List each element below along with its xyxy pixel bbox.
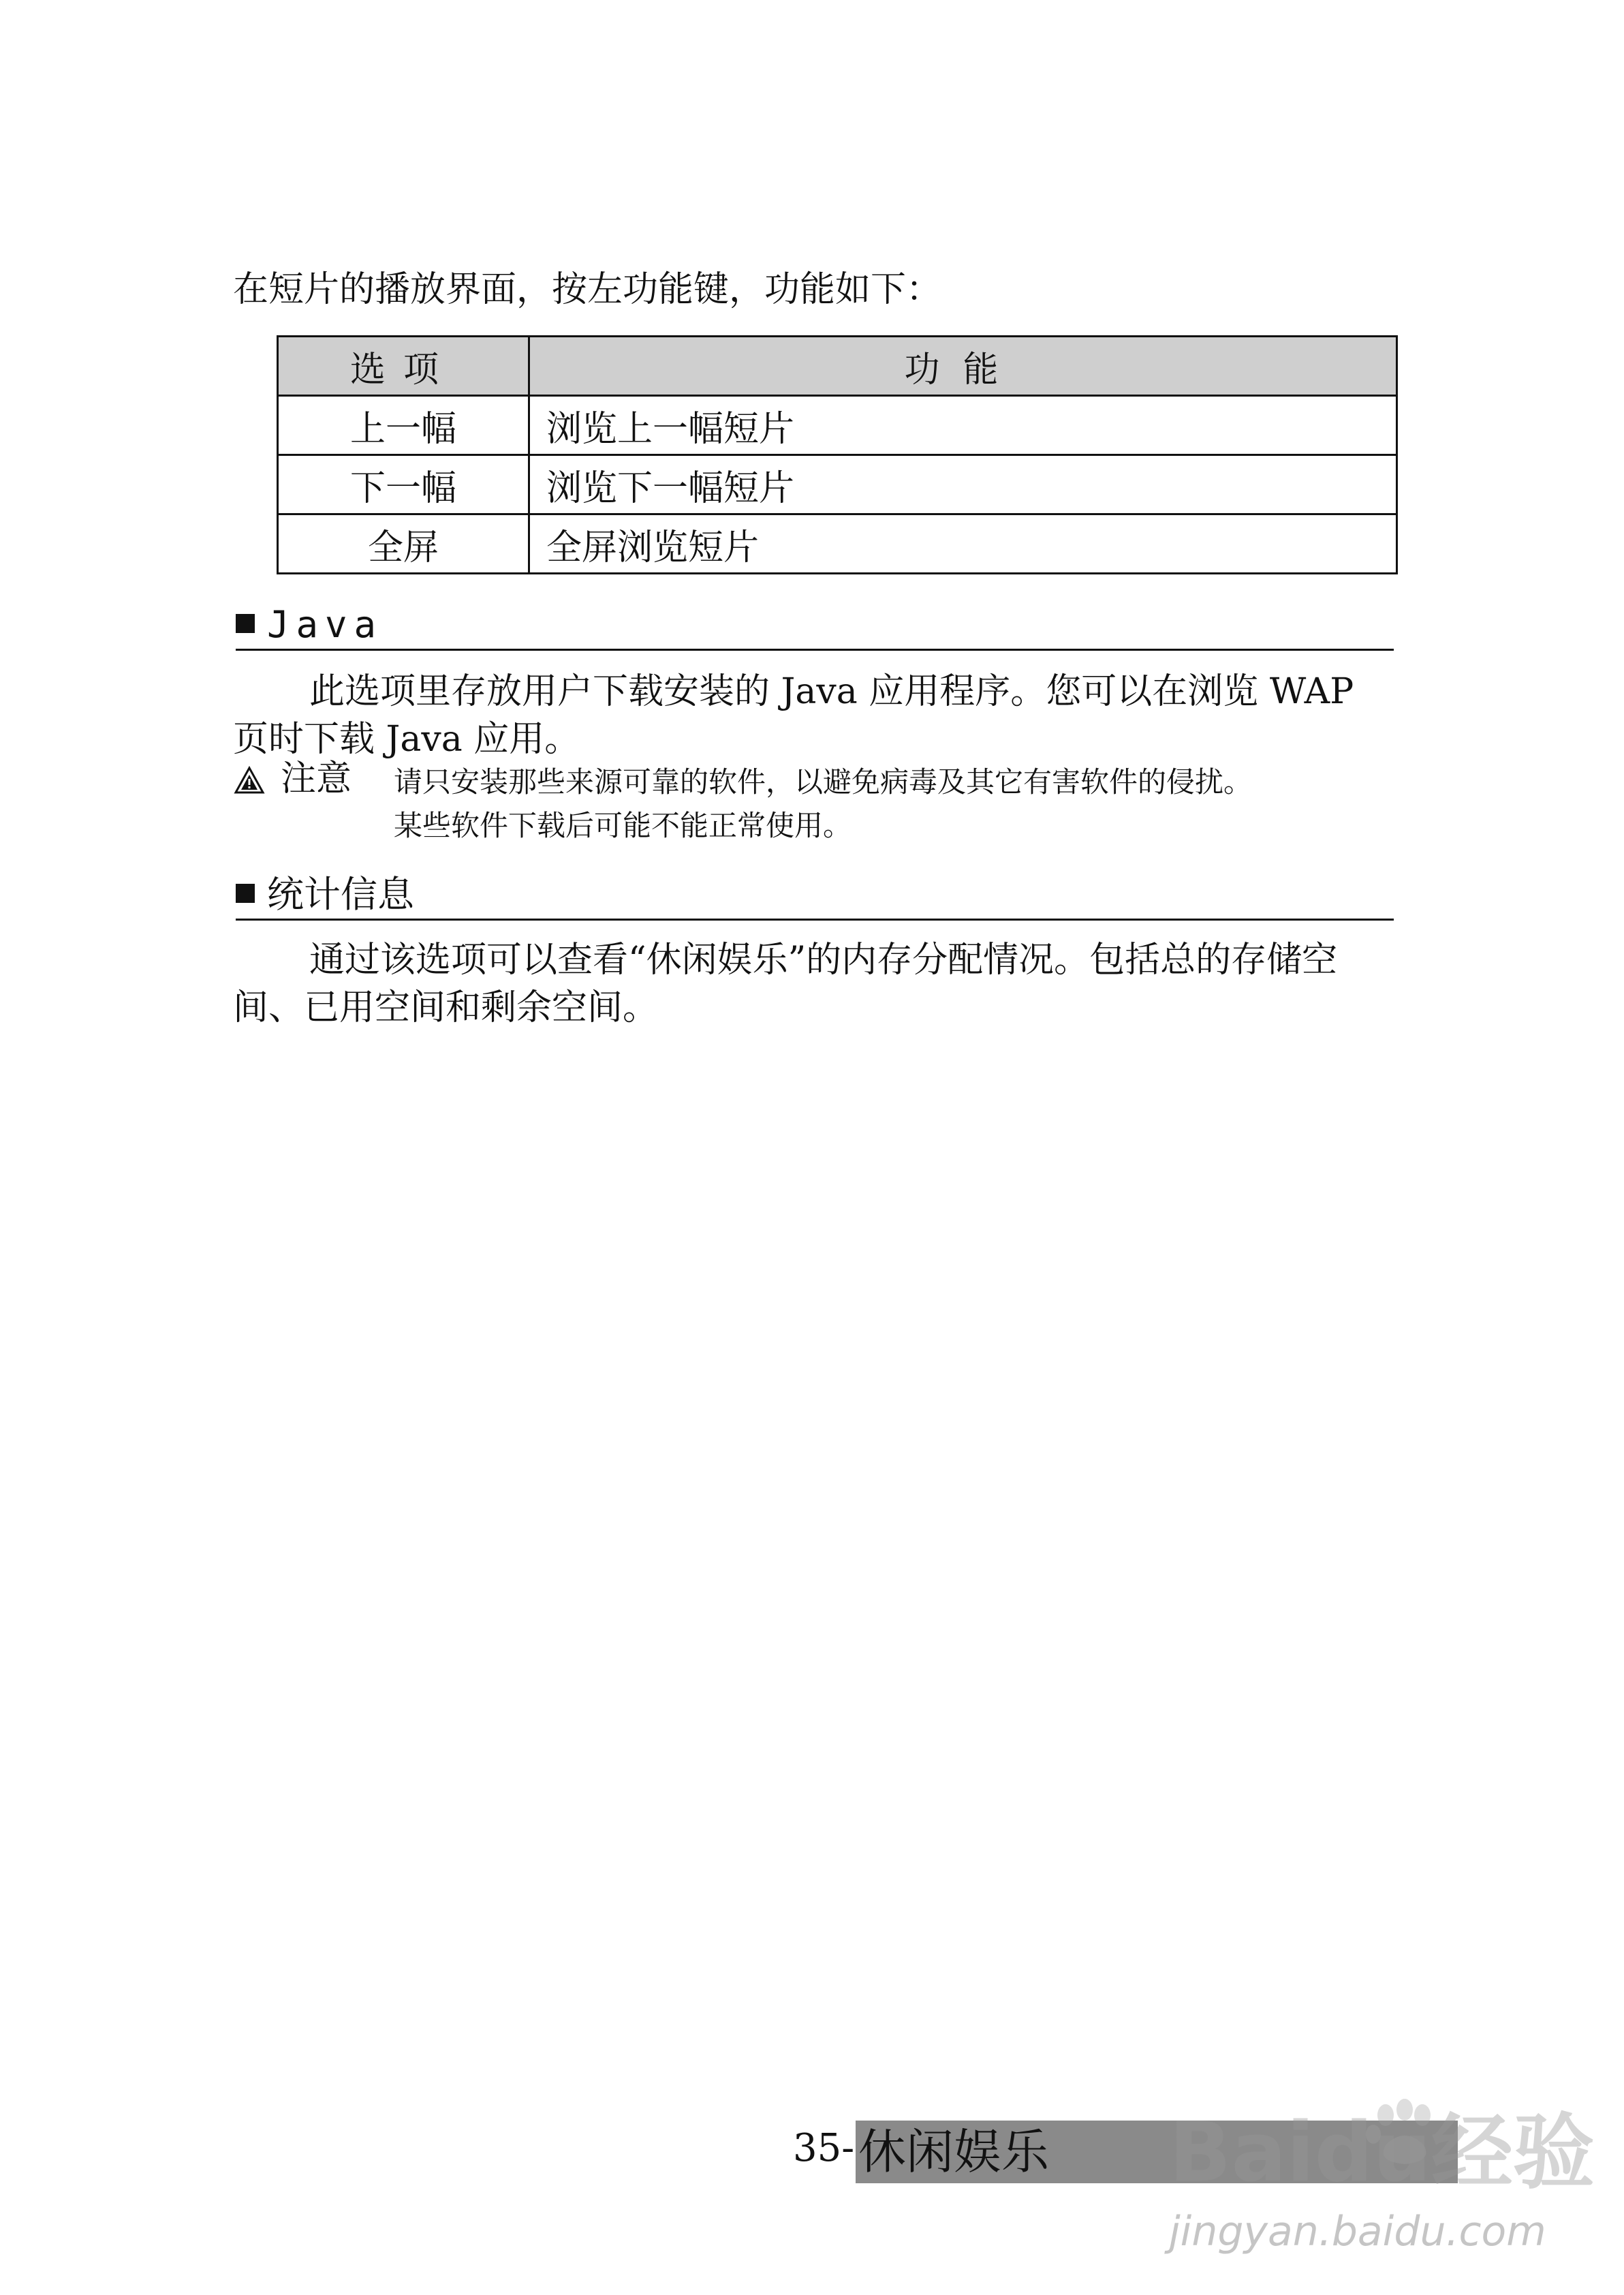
page-number: 35- bbox=[793, 2126, 855, 2170]
java-paragraph-text: 此选项里存放用户下载安装的 Java 应用程序。您可以在浏览 WAP 页时下载 Java 应用。 bbox=[233, 671, 1354, 760]
note-text bbox=[394, 760, 1252, 848]
section-stats-heading bbox=[236, 871, 1394, 921]
note-label: 注意 bbox=[281, 758, 352, 799]
intro-text: 在短片的播放界面，按左功能键，功能如下： bbox=[233, 269, 942, 310]
table-header-row bbox=[278, 337, 1397, 396]
section-stats-title: 统计信息 bbox=[267, 873, 414, 916]
table-cell-function: 浏览上一幅短片 bbox=[529, 396, 1397, 455]
warning-icon bbox=[234, 767, 264, 794]
table-cell-option: 全屏 bbox=[278, 514, 529, 574]
section-java-title: Java bbox=[267, 603, 384, 646]
stats-paragraph bbox=[233, 936, 1398, 1032]
table-row bbox=[278, 514, 1397, 574]
java-paragraph bbox=[233, 668, 1398, 763]
options-table bbox=[277, 335, 1398, 574]
square-bullet-icon bbox=[236, 884, 255, 903]
watermark-url: jingyan.baidu.com bbox=[1169, 2208, 1546, 2255]
table-header-function: 功能 bbox=[529, 337, 1397, 396]
table-row bbox=[278, 396, 1397, 455]
square-bullet-icon bbox=[236, 614, 255, 633]
table-cell-function: 全屏浏览短片 bbox=[529, 514, 1397, 574]
note-line: 某些软件下载后可能不能正常使用。 bbox=[394, 809, 852, 842]
stats-paragraph-text: 通过该选项可以查看“休闲娱乐”的内存分配情况。包括总的存储空间、已用空间和剩余空间。 bbox=[233, 940, 1338, 1028]
footer-chapter-title: 休闲娱乐 bbox=[856, 2121, 1458, 2183]
table-header-option: 选项 bbox=[278, 337, 529, 396]
table-cell-function: 浏览下一幅短片 bbox=[529, 455, 1397, 514]
section-java-heading bbox=[236, 601, 1394, 651]
table-cell-option: 上一幅 bbox=[278, 396, 529, 455]
table-cell-option: 下一幅 bbox=[278, 455, 529, 514]
svg-text:Baidu经验: Baidu经验 bbox=[1169, 2106, 1595, 2200]
baidu-watermark-logo bbox=[1169, 2100, 1595, 2200]
note-line: 请只安装那些来源可靠的软件，以避免病毒及其它有害软件的侵扰。 bbox=[394, 765, 1253, 799]
table-row bbox=[278, 455, 1397, 514]
